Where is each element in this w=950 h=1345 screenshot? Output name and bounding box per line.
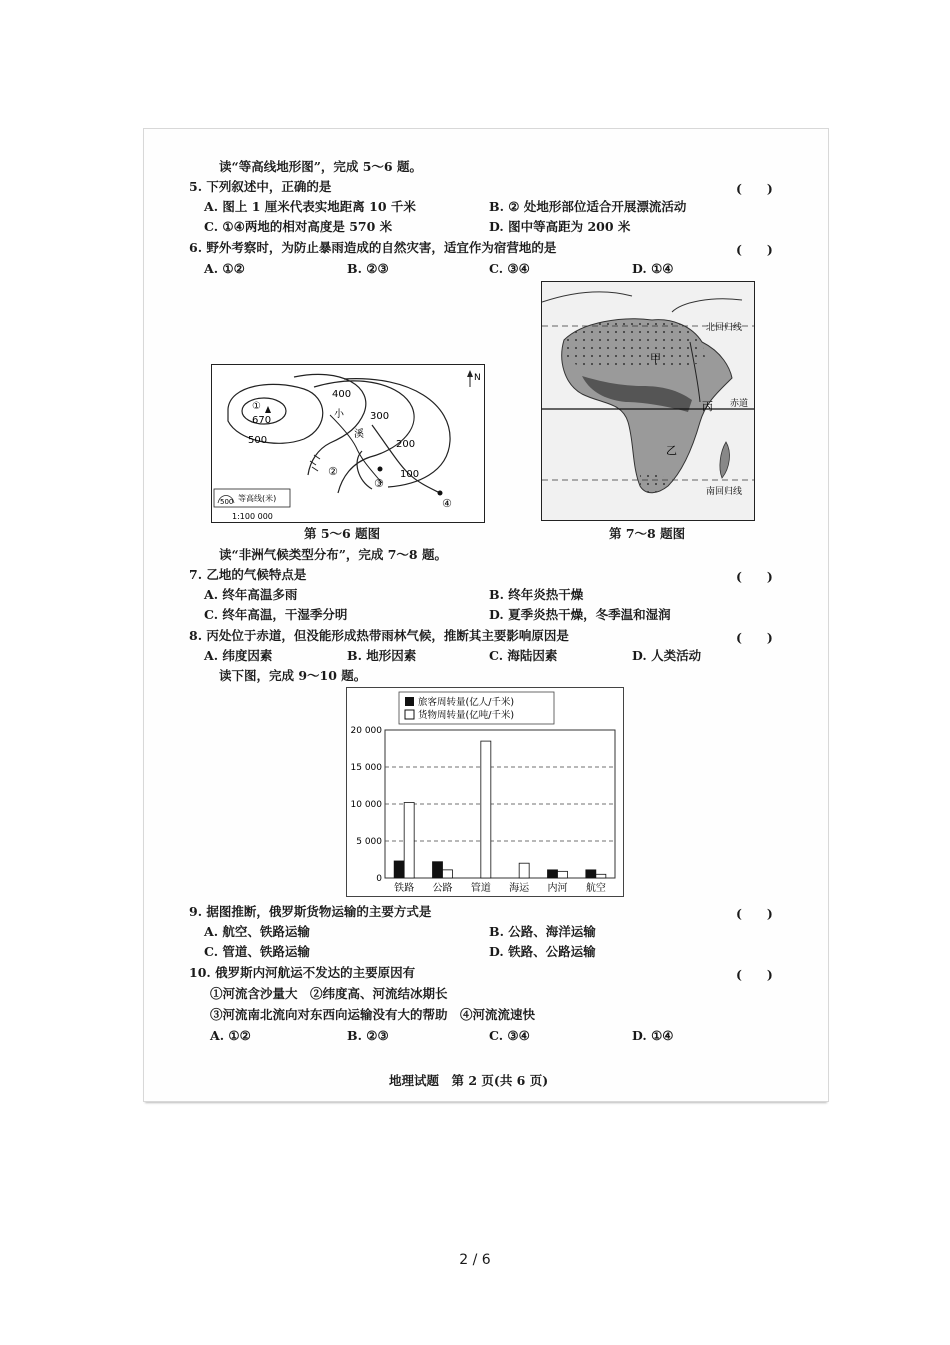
q5-option-b: B. ② 处地形部位适合开展漂流活动: [489, 199, 687, 214]
transport-chart-svg: [347, 688, 623, 896]
q9-option-d: D. 铁路、公路运输: [489, 944, 596, 959]
q6-stem: 6. 野外考察时，为防止暴雨造成的自然灾害，适宜作为宿营地的是: [189, 240, 557, 255]
q10-option-a: A. ①②: [210, 1028, 251, 1043]
legend-freight: 货物周转量(亿吨/千米): [418, 710, 515, 721]
q5-option-d: D. 图中等高距为 200 米: [489, 219, 631, 234]
q10-option-d: D. ①④: [632, 1028, 674, 1043]
q10-stem: 10. 俄罗斯内河航运不发达的主要原因有: [189, 965, 416, 980]
region-jia-label: 甲: [650, 352, 661, 365]
q8-option-b: B. 地形因素: [347, 648, 417, 663]
q8-option-c: C. 海陆因素: [489, 648, 558, 663]
q8-option-a: A. 纬度因素: [204, 648, 273, 663]
exam-page: [143, 128, 829, 1102]
q6-paren: ( ): [736, 242, 773, 257]
contour-label-400: 400: [332, 389, 352, 400]
y-tick-label: 10 000: [350, 800, 382, 810]
stream-label-1: 小: [334, 409, 344, 420]
africa-map-svg: [542, 282, 754, 520]
bar-passenger: [394, 861, 404, 878]
bar-freight: [481, 741, 491, 878]
equator-label: 赤道: [730, 399, 749, 409]
contour-map-caption: 第 5～6 题图: [304, 526, 381, 541]
q6-option-c: C. ③④: [489, 261, 530, 276]
peak-elevation-label: 670: [252, 415, 272, 426]
q8-stem: 8. 丙处位于赤道，但没能形成热带雨林气候，推断其主要影响原因是: [189, 628, 569, 643]
y-tick-label: 15 000: [350, 763, 382, 773]
north-label: N: [474, 373, 481, 383]
bar-freight: [404, 803, 414, 878]
q7-option-b: B. 终年炎热干燥: [489, 587, 584, 602]
stream-label-2: 溪: [354, 429, 364, 440]
point-1-label: ①: [252, 401, 261, 412]
intro-chart: 读下图，完成 9～10 题。: [219, 668, 367, 683]
region-bing-label: 丙: [702, 400, 713, 413]
q5-option-a: A. 图上 1 厘米代表实地距离 10 千米: [204, 199, 416, 214]
q9-stem: 9. 据图推断，俄罗斯货物运输的主要方式是: [189, 904, 432, 919]
q9-option-a: A. 航空、铁路运输: [204, 924, 310, 939]
q6-option-a: A. ①②: [204, 261, 245, 276]
bar-freight: [596, 874, 606, 878]
bar-passenger: [548, 870, 558, 878]
legend-passenger: 旅客周转量(亿人/千米): [418, 697, 515, 708]
q7-option-a: A. 终年高温多雨: [204, 587, 298, 602]
pdf-page-indicator: 2 / 6: [459, 1252, 491, 1268]
intro-africa: 读“非洲气候类型分布”，完成 7～8 题。: [219, 547, 447, 562]
point-4-label: ④: [442, 497, 452, 510]
q5-stem: 5. 下列叙述中，正确的是: [189, 179, 332, 194]
q7-option-d: D. 夏季炎热干燥，冬季温和湿润: [489, 607, 671, 622]
contour-map-svg: [212, 365, 484, 522]
q10-option-c: C. ③④: [489, 1028, 530, 1043]
bar-freight: [558, 871, 568, 878]
legend-value: 500: [220, 498, 234, 506]
q10-statement-line1: ①河流含沙量大 ②纬度高、河流结冰期长: [210, 986, 448, 1001]
q8-option-d: D. 人类活动: [632, 648, 702, 663]
contour-label-500: 500: [248, 435, 268, 446]
bar-passenger: [586, 870, 596, 878]
point-3-label: ③: [374, 477, 384, 490]
point-2-label: ②: [328, 465, 338, 478]
x-category-label: 海运: [509, 883, 530, 894]
contour-label-300: 300: [370, 411, 390, 422]
bar-freight: [443, 870, 453, 878]
contour-label-100: 100: [400, 469, 420, 480]
q10-option-b: B. ②③: [347, 1028, 389, 1043]
transport-chart: [346, 687, 624, 897]
q7-stem: 7. 乙地的气候特点是: [189, 567, 307, 582]
q7-paren: ( ): [736, 569, 773, 584]
q9-option-b: B. 公路、海洋运输: [489, 924, 596, 939]
q10-statement-line2: ③河流南北流向对东西向运输没有大的帮助 ④河流流速快: [210, 1007, 536, 1022]
q8-paren: ( ): [736, 630, 773, 645]
scale-label: 1:100 000: [232, 512, 273, 521]
y-tick-label: 5 000: [356, 837, 382, 847]
africa-climate-map: [541, 281, 755, 521]
q7-option-c: C. 终年高温，干湿季分明: [204, 607, 348, 622]
y-tick-label: 0: [376, 874, 382, 884]
bar-passenger: [433, 862, 443, 878]
q6-option-b: B. ②③: [347, 261, 389, 276]
region-yi-label: 乙: [666, 444, 677, 457]
q5-paren: ( ): [736, 181, 773, 196]
x-category-label: 内河: [547, 883, 568, 894]
legend-swatch-freight: [405, 710, 414, 719]
q9-option-c: C. 管道、铁路运输: [204, 944, 310, 959]
x-category-label: 航空: [585, 883, 606, 894]
tropic-capricorn-label: 南回归线: [706, 487, 743, 497]
q6-option-d: D. ①④: [632, 261, 674, 276]
q5-option-c: C. ①④两地的相对高度是 570 米: [204, 219, 393, 234]
contour-label-200: 200: [396, 439, 416, 450]
contour-map: [211, 364, 485, 523]
legend-text: 等高线(米): [238, 494, 277, 503]
q10-paren: ( ): [736, 967, 773, 982]
page-footer: 地理试题 第 2 页(共 6 页): [389, 1073, 549, 1088]
africa-map-caption: 第 7～8 题图: [609, 526, 686, 541]
y-tick-label: 20 000: [350, 726, 382, 736]
tropic-cancer-label: 北回归线: [706, 323, 743, 333]
q9-paren: ( ): [736, 906, 773, 921]
bar-freight: [519, 863, 529, 878]
x-category-label: 管道: [470, 883, 491, 894]
x-category-label: 铁路: [394, 883, 415, 894]
legend-swatch-passenger: [405, 697, 414, 706]
intro-contour: 读“等高线地形图”，完成 5～6 题。: [219, 159, 422, 174]
x-category-label: 公路: [432, 883, 453, 894]
